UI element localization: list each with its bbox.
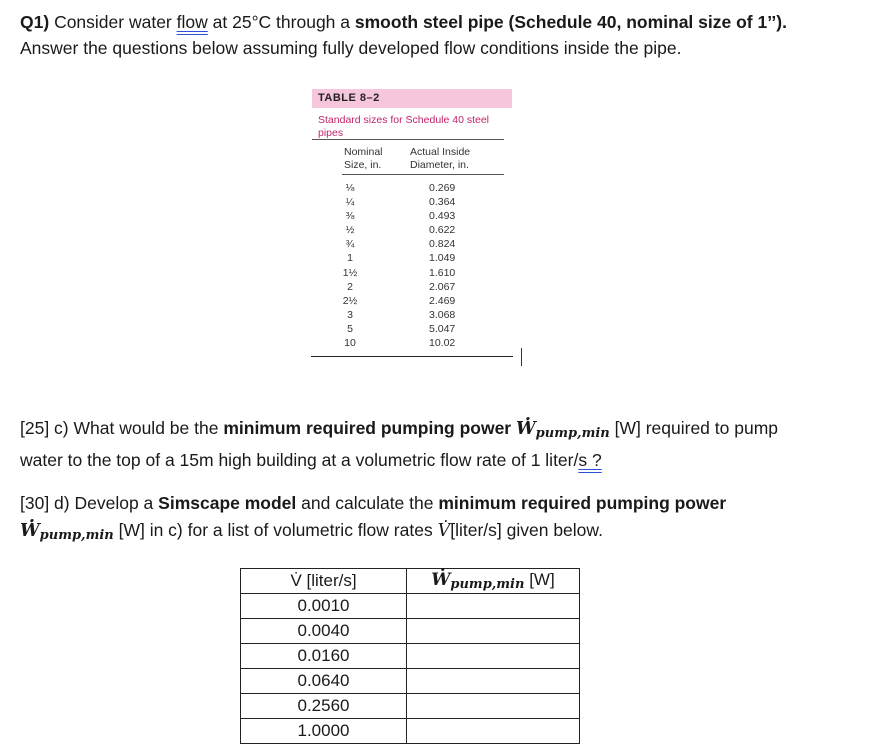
inside-diameter-cell: 10.02 (429, 337, 456, 350)
inside-diameter-cell: 2.469 (429, 294, 456, 307)
w-subscript-d: pump,min (39, 528, 114, 543)
question-d-text-a: [30] d) Develop a (20, 493, 154, 513)
table-subtitle: Standard sizes for Schedule 40 steel pipes (318, 114, 490, 139)
w-subscript: pump,min (535, 426, 610, 441)
pump-power-cell[interactable] (407, 719, 580, 744)
header-pump-power (407, 569, 580, 594)
flow-word: flow (176, 12, 208, 32)
nominal-size-cell: ¾ (345, 238, 355, 251)
table-rule-top (312, 139, 504, 140)
question-c-line-2 (20, 447, 820, 474)
pump-power-cell[interactable] (407, 619, 580, 644)
pump-power-cell[interactable] (407, 644, 580, 669)
w-symbol: W . (516, 416, 536, 443)
nominal-size-cell: 1½ (342, 266, 358, 279)
nominal-size-cell: 2 (347, 280, 353, 293)
question-c-bold: minimum required pumping power (223, 418, 512, 438)
w-subscript-table: pump,min (450, 577, 525, 592)
flow-rate-cell: 1.0000 (241, 719, 407, 744)
question-1-text-b: at 25°C through a (212, 12, 351, 32)
nominal-size-cell: ½ (345, 224, 355, 237)
w-symbol-table: W . (431, 570, 450, 590)
header-pump-power-unit: [W] (529, 570, 555, 589)
question-1-text-a: Consider water (54, 12, 172, 32)
vdot-symbol: V̇ (437, 521, 451, 541)
answer-row (241, 719, 580, 744)
nominal-size-cell: ⅛ (345, 182, 355, 194)
nominal-size-cell: 3 (347, 308, 353, 321)
nominal-size-cell: ¼ (345, 196, 355, 209)
question-1-label: Q1) (20, 12, 50, 32)
header-nominal (344, 146, 404, 172)
question-c-line-1 (20, 415, 820, 447)
question-1-line-2: Answer the questions below assuming fully developed flow conditions inside the pipe. (20, 38, 682, 58)
w-pump-min-symbol-d (20, 521, 114, 541)
inside-diameter-cell: 0.269 (429, 182, 456, 194)
nominal-size-cell: 10 (344, 337, 356, 350)
w-symbol-d: W . (20, 518, 40, 545)
inside-diameter-cell: 1.049 (429, 252, 456, 265)
inside-diameter-cell: 0.493 (429, 210, 456, 223)
question-d (20, 490, 802, 549)
nominal-size-cell: 5 (347, 322, 353, 335)
flow-rate-cell: 0.2560 (241, 694, 407, 719)
question-c-line2-text: water to the top of a 15m high building at a volumetric flow rate of 1 liter/ (20, 450, 579, 470)
answer-row (241, 694, 580, 719)
nominal-size-cell: ⅜ (345, 210, 355, 223)
question-c (20, 415, 820, 474)
question-d-text-c: [W] in c) for a list of volumetric flow rates (118, 520, 433, 540)
pump-power-cell[interactable] (407, 694, 580, 719)
table-row (312, 195, 512, 209)
nominal-size-cell: 1 (347, 252, 353, 265)
pump-power-cell[interactable] (407, 669, 580, 694)
table-row (312, 181, 512, 195)
table-title: TABLE 8–2 (312, 89, 512, 108)
question-d-bold1: Simscape model (158, 493, 297, 513)
table-row (312, 280, 512, 294)
question-c-line2-end: s ? (578, 450, 602, 470)
answer-table-header (241, 569, 580, 594)
answer-row (241, 644, 580, 669)
w-pump-min-symbol (516, 419, 610, 439)
table-row (312, 237, 512, 251)
table-row (312, 266, 512, 280)
inside-diameter-cell: 0.364 (429, 196, 456, 209)
question-d-text-b: and calculate the (301, 493, 434, 513)
header-nominal-line2: Size, in. (344, 159, 382, 171)
text-cursor (521, 348, 522, 366)
table-row (312, 308, 512, 322)
question-c-text-a: [25] c) What would be the (20, 418, 219, 438)
flow-rate-cell: 0.0040 (241, 619, 407, 644)
table-row (312, 223, 512, 237)
flow-rate-cell: 0.0640 (241, 669, 407, 694)
schedule-40-table (312, 89, 512, 350)
answer-row (241, 594, 580, 619)
table-row (312, 322, 512, 336)
table-rule-header (342, 174, 504, 175)
nominal-size-cell: 2½ (342, 294, 358, 307)
inside-diameter-cell: 0.824 (429, 238, 456, 251)
answer-row (241, 619, 580, 644)
question-d-bold2: minimum required pumping power (438, 493, 727, 513)
question-d-text-d: [liter/s] given below. (450, 520, 603, 540)
inside-diameter-cell: 5.047 (429, 322, 456, 335)
question-1-line-1 (20, 9, 860, 35)
w-pump-min-symbol-table (431, 570, 524, 590)
flow-rate-cell: 0.0160 (241, 644, 407, 669)
header-diameter-line1: Actual Inside (410, 146, 471, 158)
question-1 (20, 9, 860, 61)
question-c-text-b: [W] required to pump (614, 418, 778, 438)
inside-diameter-cell: 2.067 (429, 280, 456, 293)
table-rule-bottom (311, 356, 513, 357)
table-row (312, 336, 512, 350)
inside-diameter-cell: 0.622 (429, 224, 456, 237)
answer-table (240, 568, 580, 744)
header-diameter-line2: Diameter, in. (410, 159, 469, 171)
inside-diameter-cell: 3.068 (429, 308, 456, 321)
table-body (312, 181, 512, 350)
table-row (312, 209, 512, 223)
flow-rate-cell: 0.0010 (241, 594, 407, 619)
answer-table-body (241, 594, 580, 744)
table-row (312, 294, 512, 308)
question-1-bold-phrase: smooth steel pipe (Schedule 40, nominal size of 1’’). (354, 12, 787, 32)
header-nominal-line1: Nominal (344, 146, 383, 158)
answer-row (241, 669, 580, 694)
pump-power-cell[interactable] (407, 594, 580, 619)
inside-diameter-cell: 1.610 (429, 266, 456, 279)
header-diameter (410, 146, 500, 172)
header-flow-rate: V̇ [liter/s] (241, 569, 407, 594)
table-row (312, 251, 512, 265)
